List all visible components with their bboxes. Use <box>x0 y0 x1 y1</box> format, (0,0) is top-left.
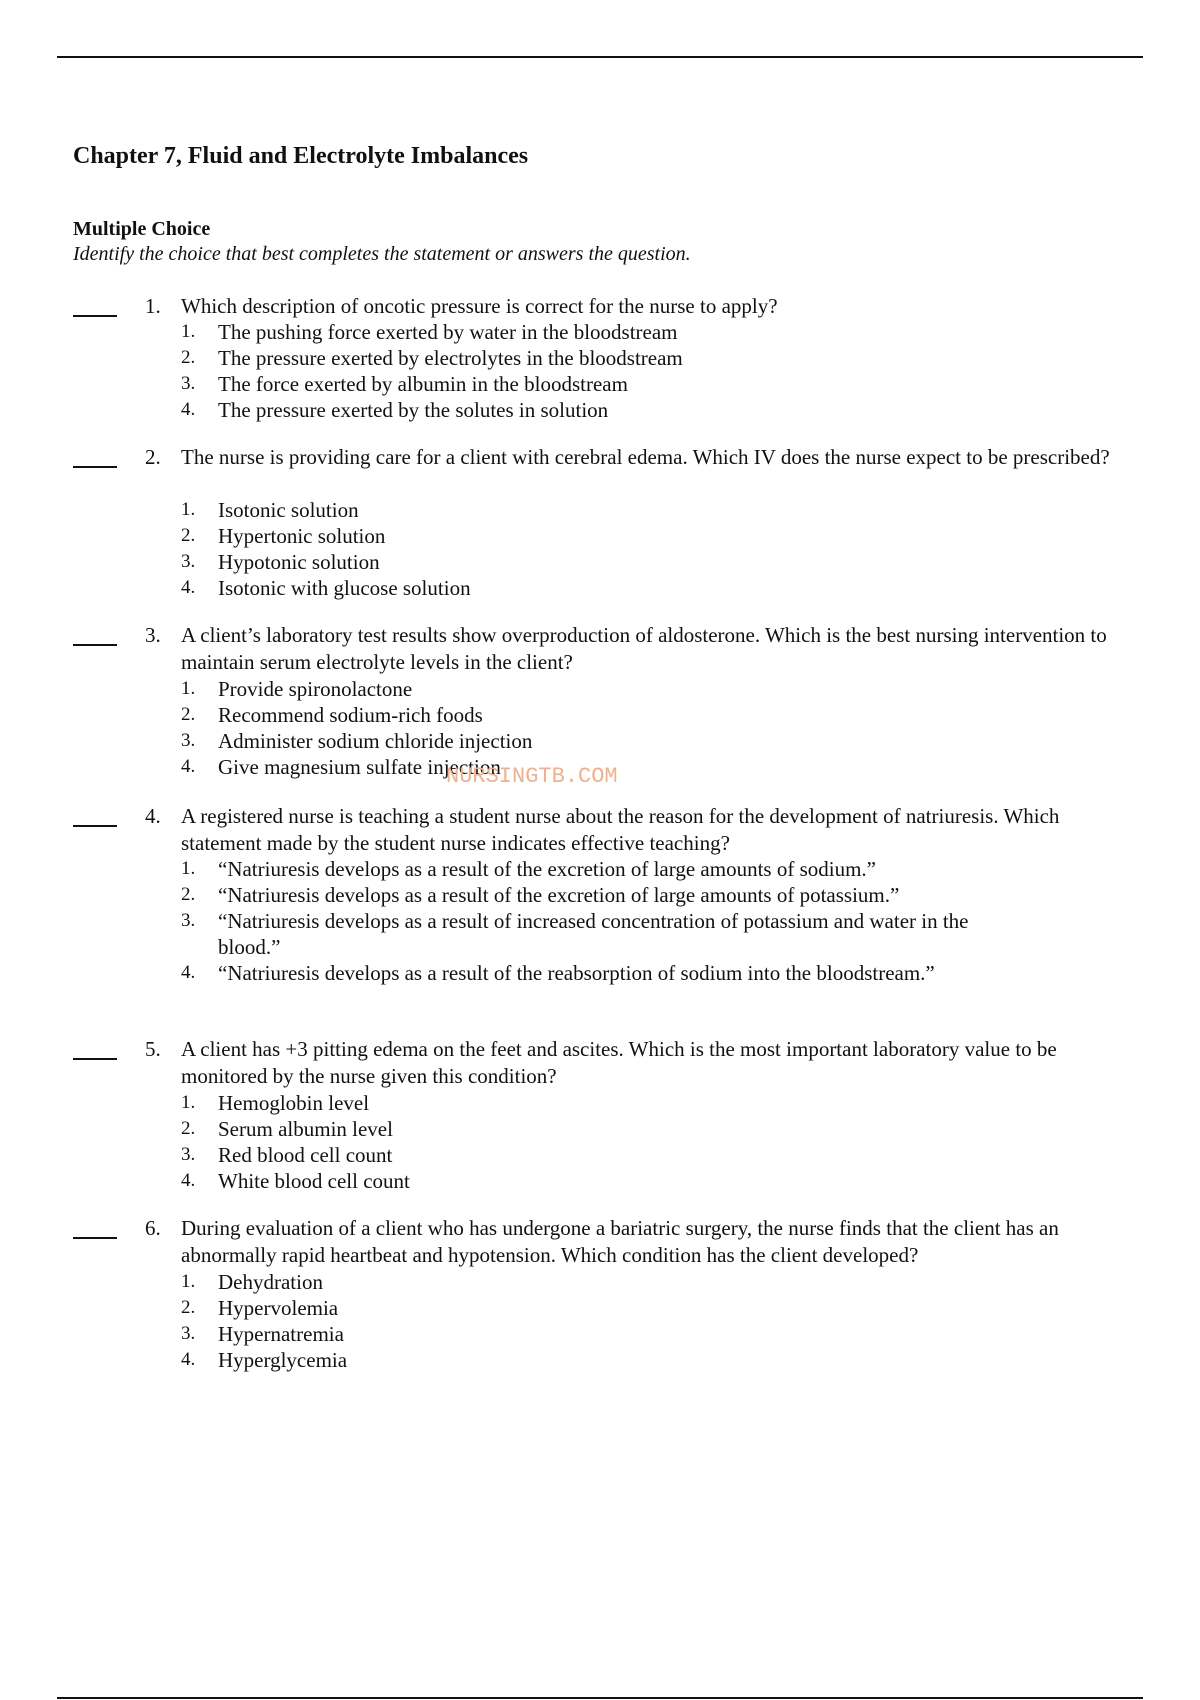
choice-text: The pressure exerted by electrolytes in the bloodstream <box>218 346 683 370</box>
section-title: Multiple Choice <box>73 218 211 240</box>
choice-text: Give magnesium sulfate injection <box>218 755 501 779</box>
choice <box>181 1168 1081 1194</box>
choice-number: 2. <box>181 704 196 725</box>
question-number: 1. <box>145 294 161 318</box>
choice-list <box>181 1269 1081 1373</box>
choice-number: 4. <box>181 1170 196 1191</box>
choice-text: Hemoglobin level <box>218 1091 370 1115</box>
choice-text: “Natriuresis develops as a result of increased concentration of potassium and water in the blood.” <box>218 909 969 959</box>
answer-blank[interactable] <box>73 1237 117 1239</box>
choice-number: 1. <box>181 858 196 879</box>
choice-list <box>181 856 1011 986</box>
question-text: A client’s laboratory test results show overproduction of aldosterone. Which is the best nursing intervention to maintain serum electrolyte levels in the client? <box>181 623 1107 674</box>
choice <box>181 1321 1081 1347</box>
choice <box>181 371 1081 397</box>
choice <box>181 754 1081 780</box>
choice <box>181 549 1081 575</box>
choice <box>181 908 1011 960</box>
choice-text: Administer sodium chloride injection <box>218 729 533 753</box>
choice-number: 2. <box>181 347 196 368</box>
choice <box>181 728 1081 754</box>
choice-number: 2. <box>181 1118 196 1139</box>
answer-blank[interactable] <box>73 466 117 468</box>
choice <box>181 1295 1081 1321</box>
instructions: Identify the choice that best completes the statement or answers the question. <box>73 243 691 265</box>
choice-list <box>181 676 1081 780</box>
question-text: The nurse is providing care for a client with cerebral edema. Which IV does the nurse expect to be prescribed? <box>181 445 1110 469</box>
answer-blank[interactable] <box>73 315 117 317</box>
choice-text: Hypervolemia <box>218 1296 339 1320</box>
chapter-title: Chapter 7, Fluid and Electrolyte Imbalances <box>73 143 529 169</box>
choice-text: “Natriuresis develops as a result of the excretion of large amounts of sodium.” <box>218 857 877 881</box>
question-number: 4. <box>145 804 161 828</box>
question-number: 3. <box>145 623 161 647</box>
choice <box>181 319 1081 345</box>
choice-text: Hypertonic solution <box>218 524 386 548</box>
choice-text: Dehydration <box>218 1270 323 1294</box>
choice-number: 4. <box>181 756 196 777</box>
choice-number: 2. <box>181 884 196 905</box>
choice-list <box>181 497 1081 601</box>
choice-number: 4. <box>181 1349 196 1370</box>
choice-text: Recommend sodium-rich foods <box>218 703 483 727</box>
choice <box>181 575 1081 601</box>
choice <box>181 523 1081 549</box>
choice-list <box>181 319 1081 423</box>
choice-number: 3. <box>181 1144 196 1165</box>
choice-text: “Natriuresis develops as a result of the reabsorption of sodium into the bloodstream.” <box>218 961 935 985</box>
watermark: NURSINGTB.COM <box>446 764 618 789</box>
choice-number: 1. <box>181 1271 196 1292</box>
choice-number: 3. <box>181 373 196 394</box>
choice <box>181 1116 1081 1142</box>
choice-number: 4. <box>181 962 196 983</box>
choice-number: 4. <box>181 577 196 598</box>
choice-text: Isotonic with glucose solution <box>218 576 471 600</box>
choice <box>181 882 1011 908</box>
choice <box>181 1269 1081 1295</box>
choice-text: Serum albumin level <box>218 1117 393 1141</box>
choice-number: 2. <box>181 1297 196 1318</box>
choice <box>181 397 1081 423</box>
question-text: During evaluation of a client who has undergone a bariatric surgery, the nurse finds that the client has an abnormally rapid heartbeat and hypotension. Which condition has the client developed? <box>181 1216 1059 1267</box>
bottom-rule <box>57 1697 1143 1699</box>
choice-number: 1. <box>181 321 196 342</box>
question-text: A registered nurse is teaching a student nurse about the reason for the development of natriuresis. Which statement made by the student nurse indicates effective teaching? <box>181 804 1060 855</box>
question-number: 6. <box>145 1216 161 1240</box>
choice-number: 1. <box>181 1092 196 1113</box>
choice-number: 1. <box>181 499 196 520</box>
top-rule <box>57 56 1143 58</box>
choice-number: 1. <box>181 678 196 699</box>
choice-text: The force exerted by albumin in the bloodstream <box>218 372 628 396</box>
choice-number: 2. <box>181 525 196 546</box>
choice-text: Red blood cell count <box>218 1143 393 1167</box>
answer-blank[interactable] <box>73 644 117 646</box>
choice-list <box>181 1090 1081 1194</box>
choice <box>181 960 938 986</box>
choice-text: “Natriuresis develops as a result of the excretion of large amounts of potassium.” <box>218 883 900 907</box>
choice-text: Hypernatremia <box>218 1322 344 1346</box>
answer-blank[interactable] <box>73 825 117 827</box>
choice-text: Isotonic solution <box>218 498 359 522</box>
choice-number: 3. <box>181 730 196 751</box>
choice-number: 3. <box>181 1323 196 1344</box>
question-number: 2. <box>145 445 161 469</box>
choice <box>181 497 1081 523</box>
choice-text: Hyperglycemia <box>218 1348 348 1372</box>
choice <box>181 1347 1081 1373</box>
question-text: Which description of oncotic pressure is correct for the nurse to apply? <box>181 294 778 318</box>
choice-number: 3. <box>181 910 196 931</box>
choice <box>181 1142 1081 1168</box>
choice-text: White blood cell count <box>218 1169 410 1193</box>
question-number: 5. <box>145 1037 161 1061</box>
choice <box>181 676 1081 702</box>
question-text: A client has +3 pitting edema on the feet and ascites. Which is the most important laboratory value to be monitored by the nurse given this condition? <box>181 1037 1057 1088</box>
choice <box>181 1090 1081 1116</box>
choice-text: The pressure exerted by the solutes in solution <box>218 398 609 422</box>
choice <box>181 702 1081 728</box>
choice <box>181 345 1081 371</box>
choice <box>181 856 1011 882</box>
choice-text: The pushing force exerted by water in the bloodstream <box>218 320 678 344</box>
choice-number: 3. <box>181 551 196 572</box>
answer-blank[interactable] <box>73 1058 117 1060</box>
choice-text: Hypotonic solution <box>218 550 380 574</box>
choice-number: 4. <box>181 399 196 420</box>
choice-text: Provide spironolactone <box>218 677 413 701</box>
